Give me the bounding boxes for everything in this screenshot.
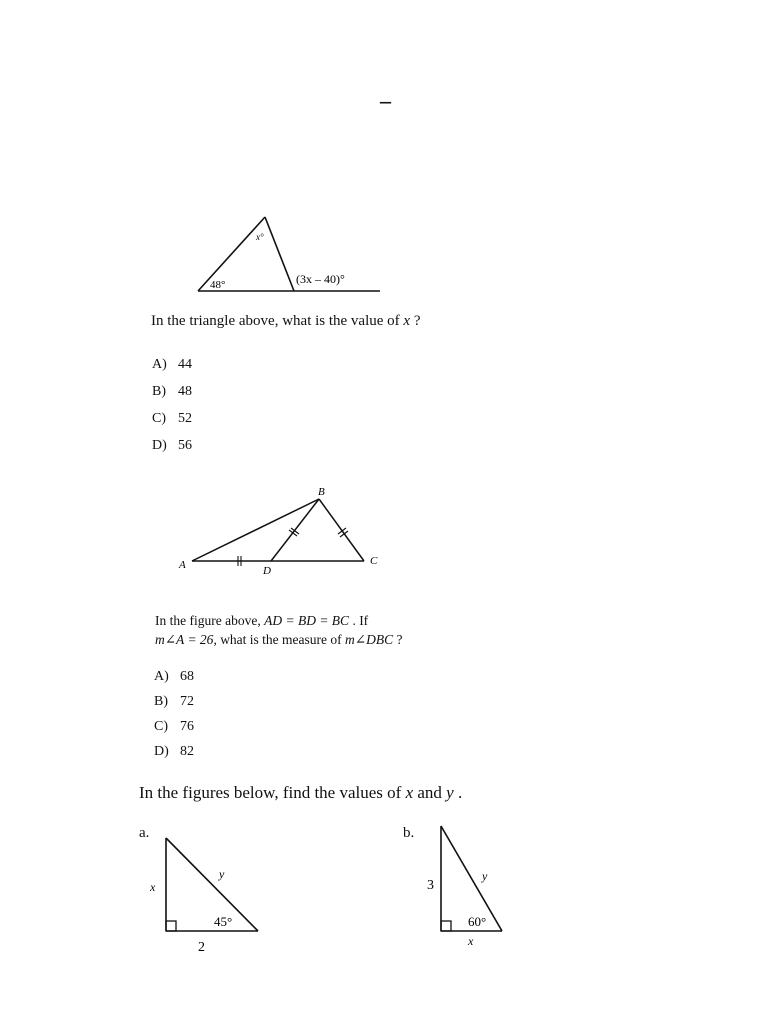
q1-angle-a-label: 48° [210,279,226,291]
q3-b-angle-label: 60° [468,914,487,929]
q2-question-line2: m∠A = 26, what is the measure of m∠DBC ? [155,632,403,647]
q1-choice-a[interactable]: A) 44 [152,357,192,372]
q1-right-side [265,217,294,291]
q1-question: In the triangle above, what is the value of x ? [151,313,421,329]
q1-choice-b[interactable]: B) 48 [152,384,192,399]
q3-a-base-label: 2 [198,940,205,955]
q3-a-right-angle-mark [166,921,176,931]
q2-label-c: C [370,555,378,567]
q2-choice-a[interactable]: A) 68 [154,669,194,684]
q3-b-label: b. [403,825,415,841]
q2-label-d: D [263,565,271,577]
q3-a-triangle-figure [140,830,280,960]
q2-question-line1: In the figure above, AD = BD = BC . If [155,613,369,628]
q1-left-side [198,217,265,291]
q3-b-left-side-label: 3 [427,878,434,893]
q3-b-hyp-label: y [482,869,488,883]
q3-b-base-label: x [468,934,474,948]
q2-choice-b[interactable]: B) 72 [154,694,194,709]
q2-label-a: A [179,559,186,571]
q2-line-bc [319,499,364,561]
q3-a-hyp-label: y [219,867,225,881]
q1-choice-d[interactable]: D) 56 [152,438,192,453]
q2-line-ab [192,499,319,561]
q2-choice-d[interactable]: D) 82 [154,744,194,759]
q3-a-left-side-label: x [150,880,156,894]
header-dash: – [380,88,391,113]
q2-choice-c[interactable]: C) 76 [154,719,194,734]
q1-triangle-figure [190,210,390,300]
q2-line-bd [271,499,319,561]
q3-instruction: In the figures below, find the values of x and y . [139,783,463,802]
q1-angle-top-label: x° [256,232,264,242]
q3-a-angle-label: 45° [214,914,233,929]
q2-label-b: B [318,486,325,498]
q1-choice-c[interactable]: C) 52 [152,411,192,426]
q3-b-right-angle-mark [441,921,451,931]
q2-question [155,611,402,649]
q1-exterior-angle-label: (3x – 40)° [296,272,345,286]
q3-a-hypotenuse [166,838,258,931]
q3-b-triangle-figure [410,818,520,958]
q3-a-label: a. [139,825,150,841]
q2-triangle-figure [175,482,390,582]
